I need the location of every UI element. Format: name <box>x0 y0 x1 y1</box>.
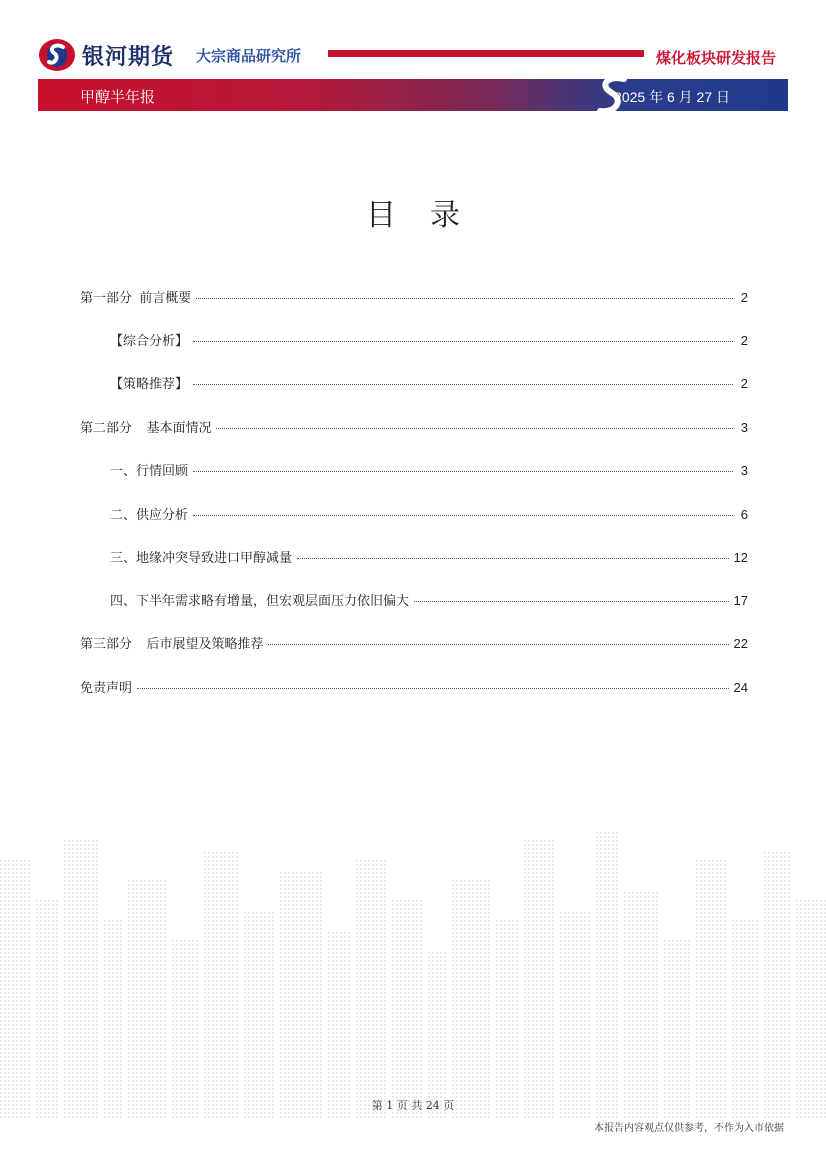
toc-entry-page: 3 <box>740 420 748 435</box>
toc-leader <box>193 384 733 385</box>
toc-leader <box>193 515 733 516</box>
toc-entry[interactable] <box>80 677 748 697</box>
toc-entry-label: 一、行情回顾 <box>110 463 189 478</box>
header-rule <box>328 50 644 57</box>
toc-entry-page: 2 <box>740 290 748 305</box>
toc-entry[interactable] <box>110 504 748 524</box>
toc-entry-page: 6 <box>740 507 748 522</box>
brand-name: 银河期货 <box>82 44 175 69</box>
toc-entry-label: 【综合分析】 <box>110 333 189 348</box>
toc-entry-label: 【策略推荐】 <box>110 376 189 391</box>
page-number: 第 1 页 共 24 页 <box>371 1099 455 1112</box>
toc-entry-label: 免责声明 <box>80 680 133 695</box>
banner-title: 甲醇半年报 <box>80 89 156 106</box>
header-banner <box>38 79 788 111</box>
toc-leader <box>193 341 733 342</box>
toc-entry-page: 2 <box>740 376 748 391</box>
toc-entry-label: 第二部分 基本面情况 <box>80 420 212 435</box>
toc-entry[interactable] <box>110 547 748 567</box>
report-type: 煤化板块研发报告 <box>656 50 777 67</box>
toc-entry-page: 24 <box>733 680 748 695</box>
toc-leader <box>268 644 728 645</box>
toc-leader <box>414 601 729 602</box>
toc-entry-page: 17 <box>733 593 748 608</box>
toc-leader <box>297 558 729 559</box>
toc-entry-page: 12 <box>733 550 748 565</box>
toc-leader <box>137 688 729 689</box>
footer-disclaimer: 本报告内容观点仅供参考，不作为入市依据 <box>594 1123 784 1134</box>
toc-entry-label: 四、下半年需求略有增量，但宏观层面压力依旧偏大 <box>110 593 410 608</box>
toc-entry[interactable] <box>110 330 748 350</box>
toc-entry[interactable] <box>110 373 748 393</box>
institute-name: 大宗商品研究所 <box>196 48 302 65</box>
toc-entry[interactable] <box>80 633 748 653</box>
toc-leader <box>196 298 733 299</box>
page-title: 目录 <box>366 198 494 233</box>
toc-entry[interactable] <box>80 287 748 307</box>
toc-entry-label: 第一部分 前言概要 <box>80 290 192 305</box>
city-skyline-watermark <box>0 820 826 1120</box>
toc-entry-label: 第三部分 后市展望及策略推荐 <box>80 636 264 651</box>
toc-entry[interactable] <box>80 417 748 437</box>
toc-entry[interactable] <box>110 590 748 610</box>
galaxy-logo-icon <box>38 38 76 72</box>
toc-entry-page: 22 <box>733 636 748 651</box>
toc-entry-label: 二、供应分析 <box>110 507 189 522</box>
toc-leader <box>193 471 733 472</box>
report-date: 2025 年 6 月 27 日 <box>614 89 730 105</box>
toc-entry-label: 三、地缘冲突导致进口甲醇减量 <box>110 550 293 565</box>
toc-entry-page: 3 <box>740 463 748 478</box>
toc-entry-page: 2 <box>740 333 748 348</box>
toc-entry[interactable] <box>110 460 748 480</box>
toc-leader <box>216 428 733 429</box>
